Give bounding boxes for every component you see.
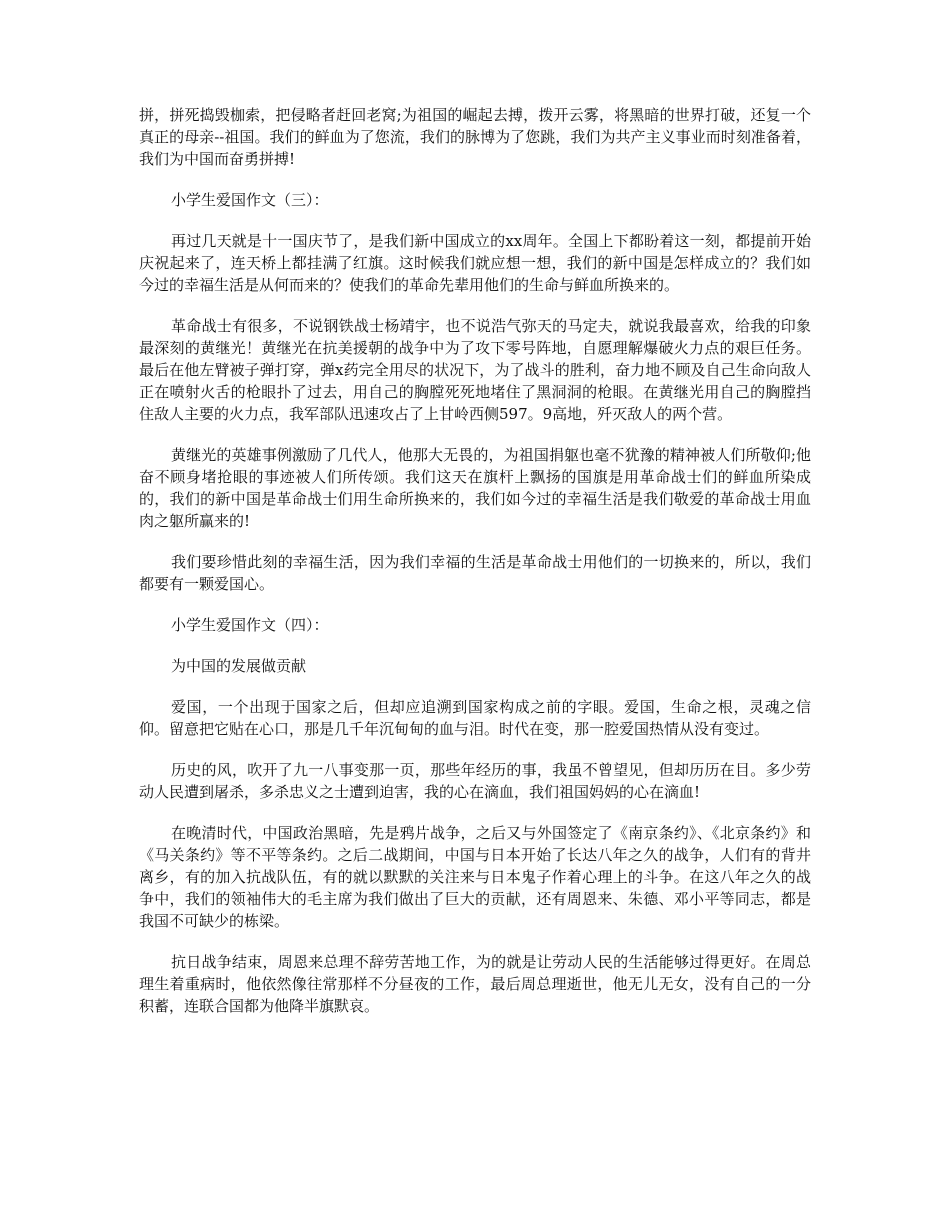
essay-title: 为中国的发展做贡献 [171, 657, 307, 675]
paragraph: 抗日战争结束，周恩来总理不辞劳苦地工作，为的就是让劳动人民的生活能够过得更好。在周总理生着重病时，他依然像往常那样不分昼夜的工作，最后周总理逝世，他无儿无女，没有自己的一分积蓄，连联合国都为他降半旗默哀。 [139, 953, 811, 1015]
paragraph-continuation: 拼，拼死捣毁枷索，把侵略者赶回老窝;为祖国的崛起去搏，拨开云雾，将黑暗的世界打破，还复一个真正的母亲--祖国。我们的鲜血为了您流，我们的脉博为了您跳，我们为共产主义事业而时刻准备着，我们为中国而奋勇拼搏! [139, 106, 811, 168]
paragraph: 黄继光的英雄事例激励了几代人，他那大无畏的，为祖国捐躯也毫不犹豫的精神被人们所敬仰;他奋不顾身堵抢眼的事迹被人们所传颂。我们这天在旗杆上飘扬的国旗是用革命战士们的鲜血所染成的，我们的新中国是革命战士们用生命所换来的，我们如今过的幸福生活是我们敬爱的革命战士用血肉之躯所赢来的! [139, 446, 811, 530]
paragraph: 在晚清时代，中国政治黑暗，先是鸦片战争，之后又与外国签定了《南京条约》、《北京条约》和《马关条约》等不平等条约。之后二战期间，中国与日本开始了长达八年之久的战争，人们有的背井离乡，有的加入抗战队伍，有的就以默默的关注来与日本鬼子作着心理上的斗争。在这八年之久的战争中，我们的领袖伟大的毛主席为我们做出了巨大的贡献，还有周恩来、朱德、邓小平等同志，都是我国不可缺少的栋梁。 [139, 824, 811, 930]
document-body [139, 104, 811, 1036]
essay-heading-three: 小学生爱国作文（三）： [171, 191, 329, 209]
paragraph: 我们要珍惜此刻的幸福生活，因为我们幸福的生活是革命战士用他们的一切换来的，所以，我们都要有一颗爱国心。 [139, 553, 811, 593]
essay-heading-four: 小学生爱国作文（四）： [171, 616, 329, 634]
paragraph: 历史的风，吹开了九一八事变那一页，那些年经历的事，我虽不曾望见，但却历历在目。多少劳动人民遭到屠杀，多杀忠义之士遭到迫害，我的心在滴血，我们祖国妈妈的心在滴血! [139, 761, 811, 801]
paragraph: 爱国，一个出现于国家之后，但却应追溯到国家构成之前的字眼。爱国，生命之根，灵魂之信仰。留意把它贴在心口，那是几千年沉甸甸的血与泪。时代在变，那一腔爱国热情从没有变过。 [139, 698, 811, 738]
paragraph: 再过几天就是十一国庆节了，是我们新中国成立的xx周年。全国上下都盼着这一刻，都提前开始庆祝起来了，连天桥上都挂满了红旗。这时候我们就应想一想，我们的新中国是怎样成立的？我们如今过的幸福生活是从何而来的？使我们的革命先辈用他们的生命与鲜血所换来的。 [139, 232, 811, 294]
paragraph: 革命战士有很多，不说钢铁战士杨靖宇，也不说浩气弥天的马定夫，就说我最喜欢，给我的印象最深刻的黄继光！黄继光在抗美援朝的战争中为了攻下零号阵地，自愿理解爆破火力点的艰巨任务。最后在他左臂被子弹打穿，弹x药完全用尽的状况下，为了战斗的胜利，奋力地不顾及自己生命向敌人正在喷射火舌的枪眼扑了过去，用自己的胸膛死死地堵住了黑洞洞的枪眼。在黄继光用自己的胸膛挡住敌人主要的火力点，我军部队迅速攻占了上甘岭西侧597。9高地，歼灭敌人的两个营。 [139, 317, 811, 423]
